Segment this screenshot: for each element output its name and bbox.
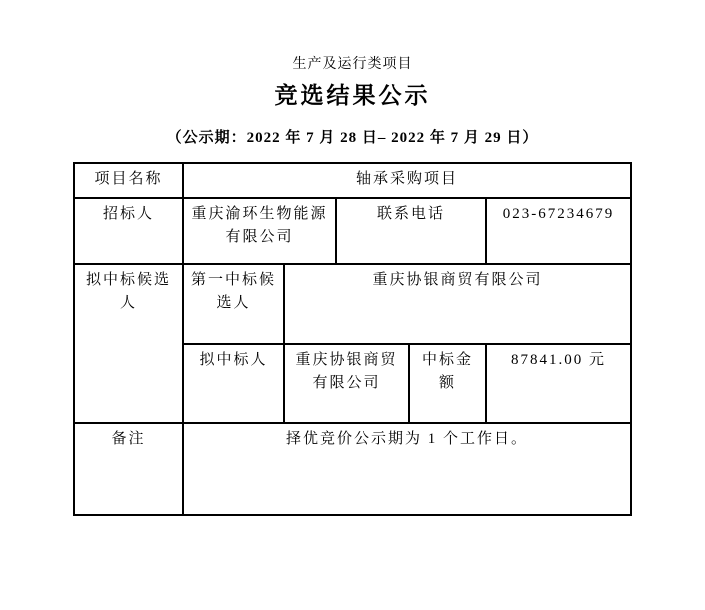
bid-result-table bbox=[73, 162, 632, 516]
table-row-remarks bbox=[74, 423, 631, 515]
project-name-label: 项目名称 bbox=[74, 163, 183, 198]
table-row-first-candidate bbox=[74, 264, 631, 344]
contact-phone-value: 023-67234679 bbox=[486, 198, 631, 264]
candidates-label: 拟中标候选人 bbox=[74, 264, 183, 423]
first-candidate-value: 重庆协银商贸有限公司 bbox=[284, 264, 631, 344]
remarks-value: 择优竞价公示期为 1 个工作日。 bbox=[183, 423, 631, 515]
tenderee-value: 重庆渝环生物能源有限公司 bbox=[183, 198, 336, 264]
table-row-project bbox=[74, 163, 631, 198]
publicity-period: （公示期：2022 年 7 月 28 日– 2022 年 7 月 29 日） bbox=[166, 130, 539, 146]
category-heading: 生产及运行类项目 bbox=[292, 57, 413, 72]
project-name-value: 轴承采购项目 bbox=[183, 163, 631, 198]
proposed-winner-label: 拟中标人 bbox=[183, 344, 284, 423]
award-amount-label: 中标金额 bbox=[409, 344, 486, 423]
remarks-label: 备注 bbox=[74, 423, 183, 515]
table-row-tenderee bbox=[74, 198, 631, 264]
proposed-winner-value: 重庆协银商贸有限公司 bbox=[284, 344, 409, 423]
contact-phone-label: 联系电话 bbox=[336, 198, 486, 264]
first-candidate-label: 第一中标候选人 bbox=[183, 264, 284, 344]
tenderee-label: 招标人 bbox=[74, 198, 183, 264]
page-title: 竞选结果公示 bbox=[274, 83, 431, 108]
award-amount-value: 87841.00 元 bbox=[486, 344, 631, 423]
